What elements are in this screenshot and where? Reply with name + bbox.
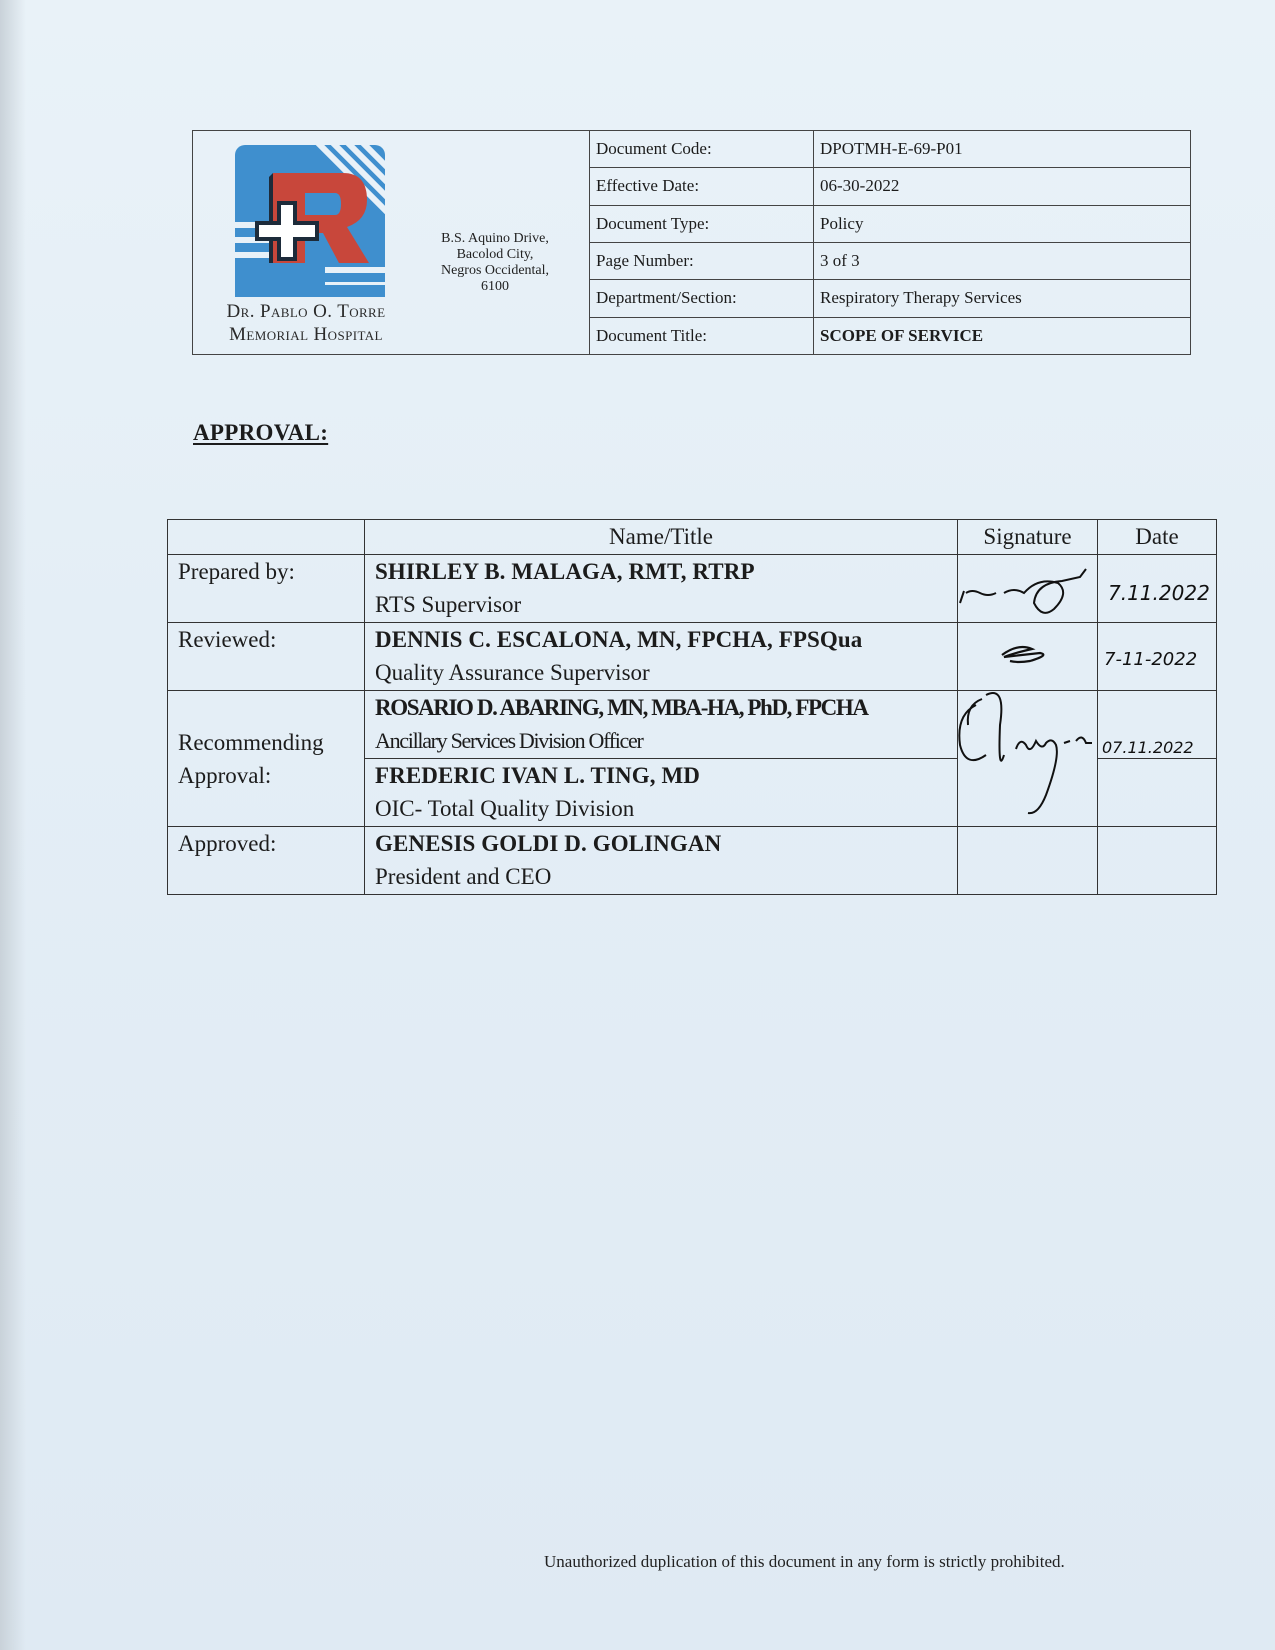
- meta-label: Document Title:: [590, 318, 814, 354]
- hospital-address: [415, 231, 575, 295]
- meta-value: Policy: [820, 213, 864, 233]
- meta-row-document-type: [590, 206, 1190, 243]
- role-label: Approved:: [168, 827, 365, 895]
- signatory-title: President and CEO: [375, 864, 552, 889]
- footer-disclaimer: Unauthorized duplication of this document in any form is strictly prohibited.: [544, 1552, 1065, 1571]
- address-line: B.S. Aquino Drive,: [441, 231, 549, 246]
- name-title-cell: [365, 827, 958, 895]
- role-label-line: Recommending: [178, 729, 324, 755]
- role-label-line: Approval:: [178, 762, 272, 788]
- signatory-name: DENNIS C. ESCALONA, MN, FPCHA, FPSQua: [375, 627, 863, 652]
- name-title-cell: [365, 691, 958, 759]
- meta-label: Document Type:: [590, 206, 814, 242]
- signatory-name: FREDERIC IVAN L. TING, MD: [375, 763, 700, 788]
- address-line: Negros Occidental,: [440, 263, 550, 278]
- hospital-brand: [193, 131, 590, 354]
- meta-value: 06-30-2022: [820, 176, 900, 196]
- date-cell: [1098, 691, 1217, 759]
- signatory-title: OIC- Total Quality Division: [375, 796, 635, 821]
- hospital-name-line2: Memorial Hospital: [229, 324, 383, 345]
- signatory-name: ROSARIO D. ABARING, MN, MBA-HA, PhD, FPCHA: [375, 695, 868, 720]
- name-title-cell: [365, 623, 958, 691]
- meta-value: 3 of 3: [820, 250, 860, 270]
- approval-table: [167, 519, 1217, 895]
- approval-header-row: [168, 520, 1217, 555]
- meta-label: Page Number:: [590, 243, 814, 279]
- name-title-cell: [365, 759, 958, 827]
- date-cell: [1098, 555, 1217, 623]
- date-cell: [1098, 623, 1217, 691]
- signature-cell: [958, 555, 1098, 623]
- signatory-name: GENESIS GOLDI D. GOLINGAN: [375, 831, 722, 856]
- handwritten-signature: [958, 633, 1098, 683]
- handwritten-signature: [958, 563, 1098, 623]
- document-meta-table: [590, 131, 1190, 354]
- address-line: Bacolod City,: [456, 247, 534, 262]
- meta-row-document-title: [590, 318, 1190, 354]
- meta-row-effective-date: [590, 168, 1190, 205]
- role-label: [168, 691, 365, 827]
- approval-row-prepared: [168, 555, 1217, 623]
- meta-label: Department/Section:: [590, 280, 814, 316]
- signature-cell: [958, 623, 1098, 691]
- signatory-name: SHIRLEY B. MALAGA, RMT, RTRP: [375, 559, 755, 584]
- column-header-name-title: Name/Title: [365, 520, 958, 555]
- signature-cell: [958, 827, 1098, 895]
- address-line: 6100: [481, 279, 509, 294]
- document-header: [192, 130, 1191, 355]
- handwritten-signature: [946, 685, 1106, 825]
- meta-value: DPOTMH-E-69-P01: [820, 139, 963, 158]
- hospital-logo-icon: [235, 145, 385, 297]
- signatory-title: Quality Assurance Supervisor: [375, 660, 650, 685]
- approval-row-reviewed: [168, 623, 1217, 691]
- signatory-title: RTS Supervisor: [375, 592, 522, 617]
- name-title-cell: [365, 555, 958, 623]
- date-cell: [1098, 827, 1217, 895]
- meta-value: SCOPE OF SERVICE: [820, 325, 984, 345]
- meta-row-document-code: [590, 131, 1190, 168]
- hospital-name: [201, 300, 411, 346]
- signature-cell: [958, 691, 1098, 827]
- role-label: Prepared by:: [168, 555, 365, 623]
- header-empty-cell: [168, 520, 365, 555]
- column-header-signature: Signature: [958, 520, 1098, 555]
- meta-label: Document Code:: [590, 131, 814, 167]
- scan-edge-shadow: [0, 0, 26, 1650]
- hospital-name-line1: Dr. Pablo O. Torre: [226, 301, 386, 322]
- meta-label: Effective Date:: [590, 168, 814, 204]
- handwritten-date: 07.11.2022: [1102, 738, 1194, 757]
- handwritten-date: 7-11-2022: [1104, 649, 1198, 670]
- role-label: Reviewed:: [168, 623, 365, 691]
- approval-row-approved: [168, 827, 1217, 895]
- approval-heading: APPROVAL:: [193, 420, 329, 445]
- date-cell: [1098, 759, 1217, 827]
- meta-row-page-number: [590, 243, 1190, 280]
- signatory-title: Ancillary Services Division Officer: [375, 728, 643, 753]
- handwritten-date: 7.11.2022: [1108, 581, 1210, 605]
- meta-row-department: [590, 280, 1190, 317]
- meta-value: Respiratory Therapy Services: [820, 288, 1022, 308]
- approval-row-recommending-1: [168, 691, 1217, 759]
- column-header-date: Date: [1098, 520, 1217, 555]
